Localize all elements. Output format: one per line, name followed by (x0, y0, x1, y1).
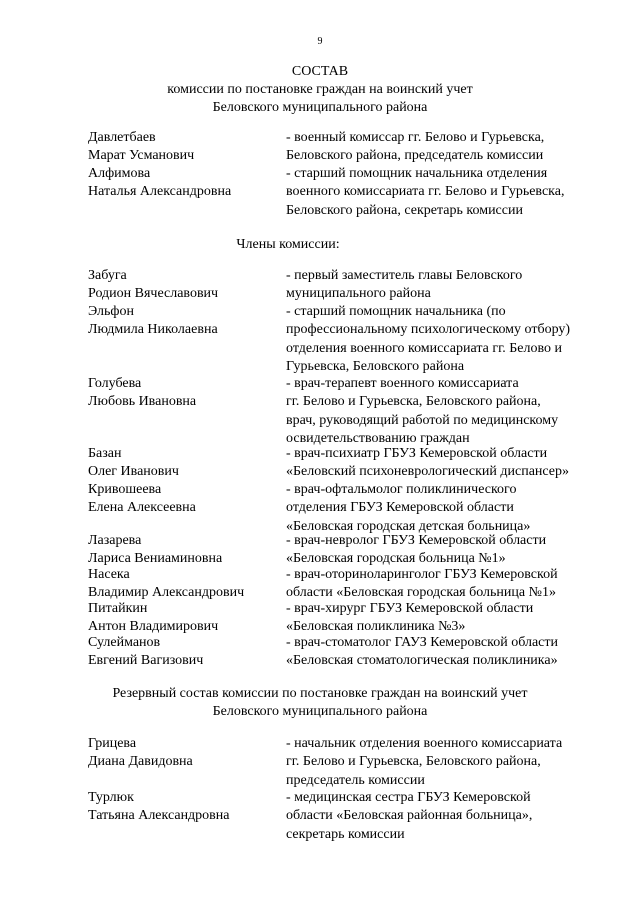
person-role (286, 267, 606, 304)
person-role-line: - врач-хирург ГБУЗ Кемеровской области (286, 601, 534, 616)
person-name-line: Диана Давидовна (88, 754, 193, 770)
person-role (286, 634, 606, 671)
person-name-line: Базан (88, 446, 122, 461)
person-name (88, 566, 280, 603)
person-name (88, 600, 280, 637)
person-name (88, 532, 280, 569)
person-name-line: Наталья Александровна (88, 184, 232, 200)
page-number: 9 (317, 36, 323, 47)
person-name-line: Давлетбаев (88, 130, 156, 145)
document-subtitle-line-2: Беловского муниципального района (212, 100, 428, 115)
person-role (286, 532, 606, 569)
person-role-line: отделения военного комиссариата гг. Белово и (286, 340, 562, 356)
person-role-line: - врач-психиатр ГБУЗ Кемеровской области (286, 446, 548, 461)
person-role-line: «Беловская городская детская больница» (286, 518, 531, 534)
person-name (88, 481, 280, 518)
person-name-line: Лариса Вениаминовна (88, 551, 223, 567)
person-role-line: Гурьевска, Беловского района (286, 359, 465, 375)
person-name-line: Елена Алексеевна (88, 500, 196, 516)
person-role-line: «Беловская стоматологическая поликлиника» (286, 653, 558, 669)
person-role-line: «Беловский психоневрологический диспансер» (286, 464, 570, 480)
person-name-line: Алфимова (88, 166, 151, 181)
person-name-line: Кривошеева (88, 482, 162, 497)
person-role-line: «Беловская городская больница №1» (286, 551, 506, 567)
person-role (286, 165, 606, 220)
person-role (286, 375, 606, 449)
person-name (88, 735, 280, 772)
person-name-line: Насека (88, 567, 130, 582)
person-role-line: секретарь комиссии (286, 826, 405, 842)
person-role-line: - врач-терапевт военного комиссариата (286, 376, 519, 391)
person-name-line: Лазарева (88, 533, 142, 548)
reserve-heading-line-2: Беловского муниципального района (212, 704, 428, 719)
person-role-line: председатель комиссии (286, 772, 425, 788)
person-role (286, 566, 606, 603)
person-role (286, 481, 606, 536)
person-role-line: области «Беловская городская больница №1» (286, 585, 556, 601)
person-name (88, 445, 280, 482)
person-role-line: - начальник отделения военного комиссариата (286, 736, 563, 751)
person-role-line: - врач-офтальмолог поликлинического (286, 482, 517, 497)
members-heading: Члены комиссии: (236, 237, 340, 252)
person-role (286, 735, 606, 790)
person-role (286, 600, 606, 637)
document-subtitle-line-1: комиссии по постановке граждан на воинский учет (167, 82, 473, 97)
person-name-line: Забуга (88, 268, 127, 283)
person-role-line: - врач-невролог ГБУЗ Кемеровской области (286, 533, 547, 548)
person-role (286, 129, 606, 166)
person-name-line: Эльфон (88, 304, 134, 319)
person-name-line: Грицева (88, 736, 137, 751)
person-name-line: Турлюк (88, 790, 134, 805)
person-name-line: Питайкин (88, 601, 148, 616)
person-name-line: Олег Иванович (88, 464, 179, 480)
person-role-line: «Беловская поликлиника №3» (286, 619, 466, 635)
person-role-line: - медицинская сестра ГБУЗ Кемеровской (286, 790, 531, 805)
person-role (286, 789, 606, 844)
person-name-line: Любовь Ивановна (88, 394, 197, 410)
person-role-line: - врач-стоматолог ГАУЗ Кемеровской области (286, 635, 559, 650)
person-name-line: Голубева (88, 376, 142, 391)
person-role-line: освидетельствованию граждан (286, 431, 470, 447)
person-role-line: - врач-оториноларинголог ГБУЗ Кемеровской (286, 567, 558, 582)
person-name (88, 303, 280, 340)
person-role-line: врач, руководящий работой по медицинскому (286, 412, 559, 428)
person-role-line: - первый заместитель главы Беловского (286, 268, 523, 283)
person-role (286, 303, 606, 377)
person-role-line: - старший помощник начальника отделения (286, 166, 548, 181)
person-name (88, 165, 280, 202)
person-role-line: области «Беловская районная больница», (286, 808, 533, 824)
person-role-line: отделения ГБУЗ Кемеровской области (286, 500, 514, 516)
person-name-line: Родион Вячеславович (88, 286, 219, 302)
person-role-line: профессиональному психологическому отбору) (286, 322, 571, 338)
person-name-line: Марат Усманович (88, 148, 195, 164)
person-name (88, 267, 280, 304)
person-role-line: гг. Белово и Гурьевска, Беловского района, (286, 394, 541, 410)
person-name-line: Владимир Александрович (88, 585, 245, 601)
person-role-line: Беловского района, председатель комиссии (286, 148, 544, 164)
person-role-line: военного комиссариата гг. Белово и Гурьевска, (286, 184, 565, 200)
person-name-line: Сулейманов (88, 635, 161, 650)
person-name (88, 129, 280, 166)
person-role-line: - старший помощник начальника (по (286, 304, 506, 319)
person-role-line: муниципального района (286, 286, 431, 302)
person-role-line: гг. Белово и Гурьевска, Беловского района, (286, 754, 541, 770)
person-name (88, 375, 280, 412)
person-role-line: Беловского района, секретарь комиссии (286, 202, 523, 218)
person-role (286, 445, 606, 482)
reserve-heading-line-1: Резервный состав комиссии по постановке граждан на воинский учет (112, 686, 528, 701)
document-title: СОСТАВ (291, 64, 349, 79)
person-name (88, 789, 280, 826)
person-role-line: - военный комиссар гг. Белово и Гурьевска, (286, 130, 545, 145)
person-name-line: Антон Владимирович (88, 619, 219, 635)
person-name-line: Евгений Вагизович (88, 653, 204, 669)
person-name (88, 634, 280, 671)
person-name-line: Татьяна Александровна (88, 808, 230, 824)
person-name-line: Людмила Николаевна (88, 322, 218, 338)
